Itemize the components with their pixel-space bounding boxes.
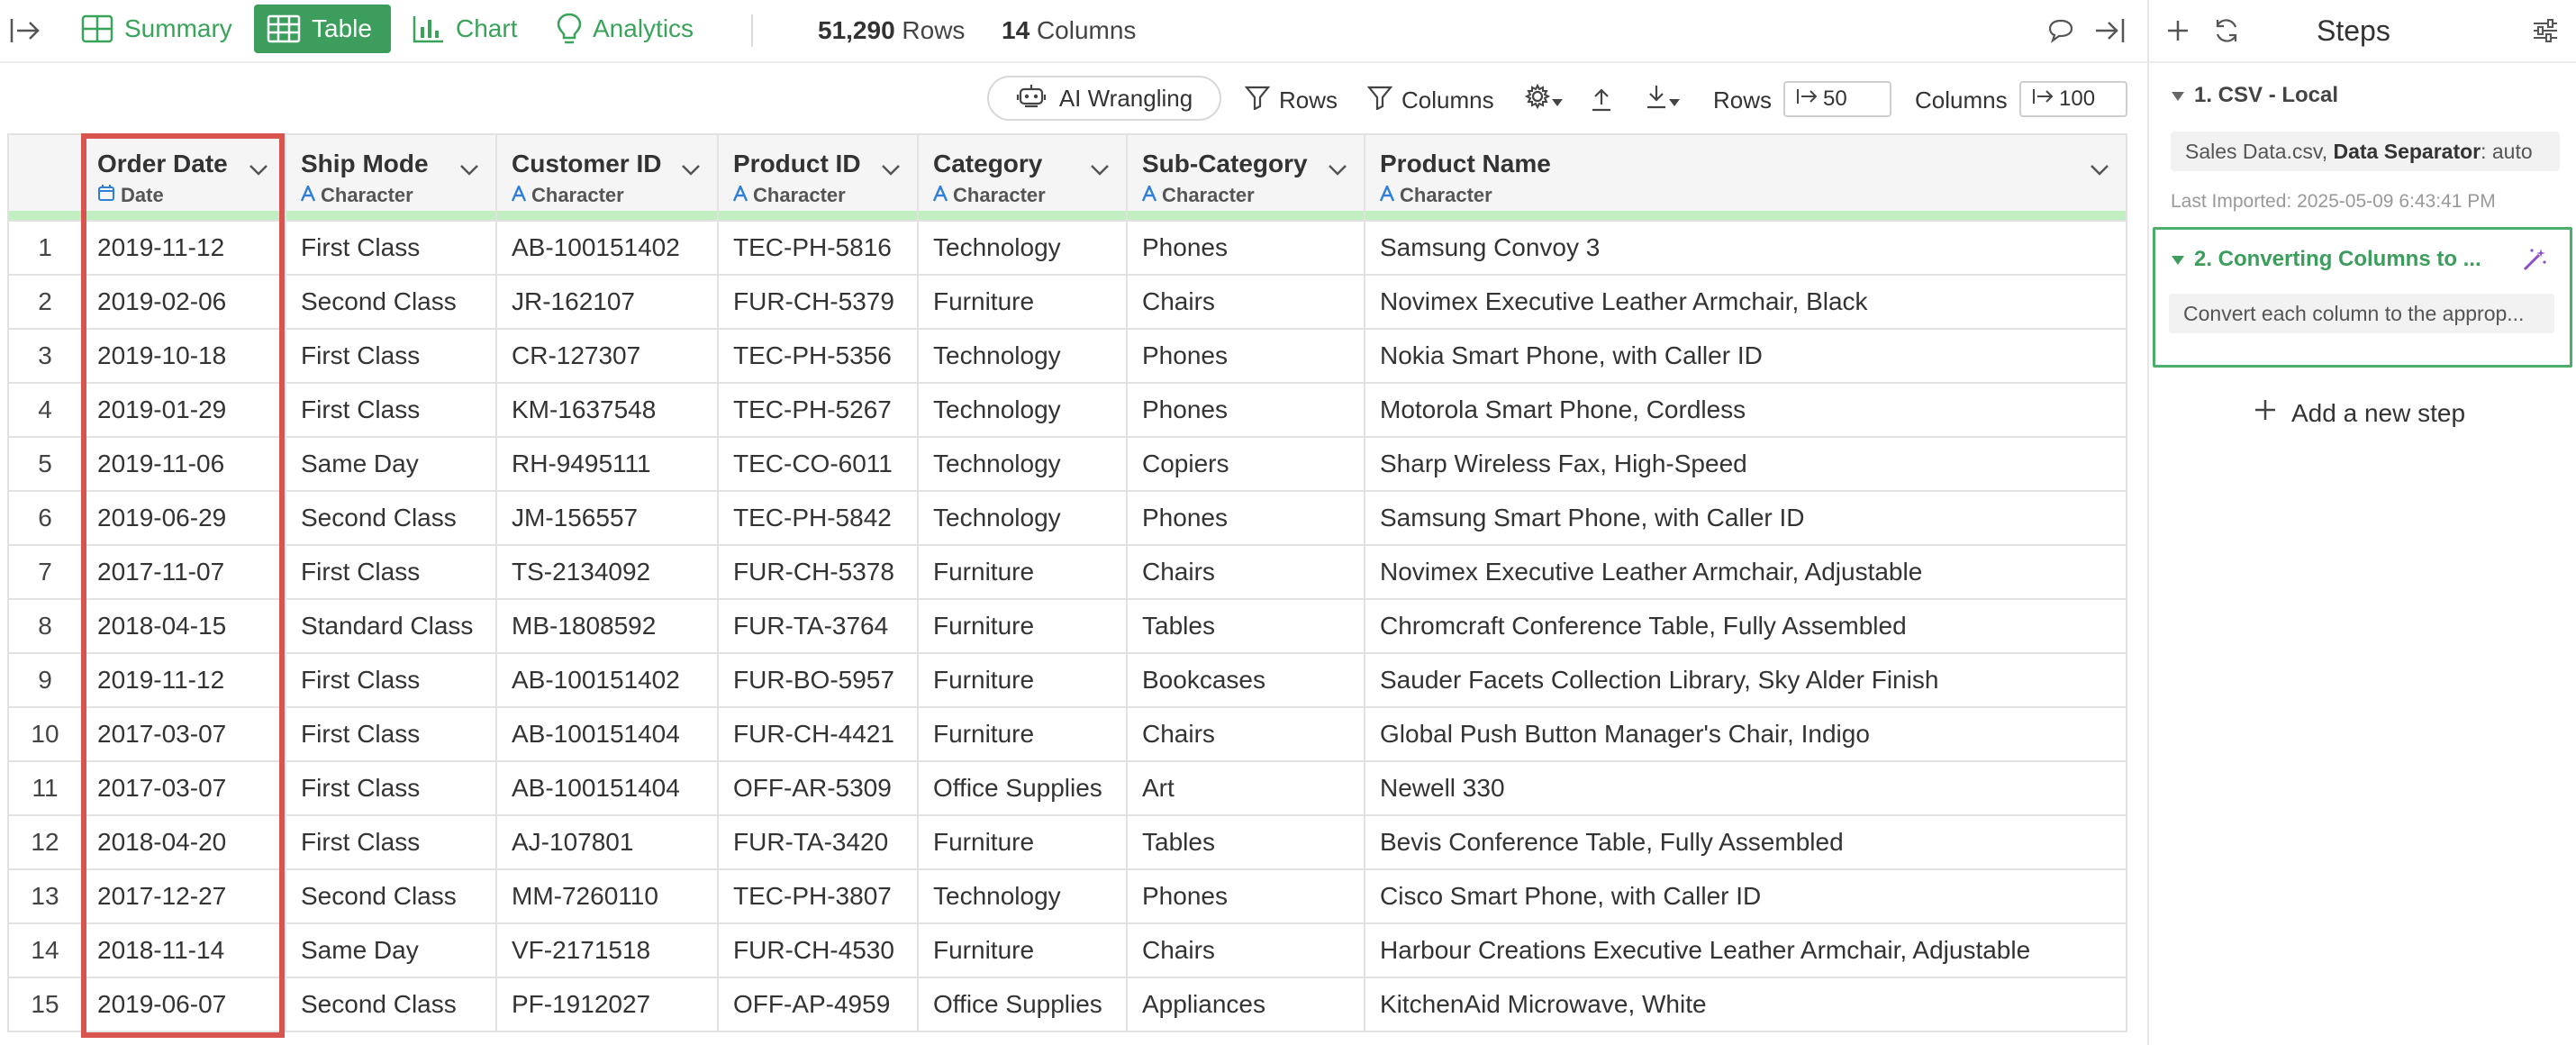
table-cell[interactable]: Motorola Smart Phone, Cordless	[1365, 383, 2127, 437]
table-cell[interactable]: Technology	[918, 329, 1127, 383]
table-cell[interactable]: TEC-PH-3807	[718, 869, 918, 923]
table-cell[interactable]: FUR-TA-3764	[718, 599, 918, 653]
table-row	[8, 383, 2127, 437]
table-cell[interactable]: OFF-AP-4959	[718, 977, 918, 1031]
table-cell[interactable]: Same Day	[286, 437, 496, 491]
plus-icon	[2254, 398, 2277, 428]
download-icon	[1645, 84, 1668, 115]
row-number: 3	[8, 329, 82, 383]
column-type-label: Character	[1162, 184, 1255, 206]
table-cell[interactable]: Sauder Facets Collection Library, Sky Alder Finish	[1365, 653, 2127, 707]
data-grid	[7, 133, 2126, 1032]
table-cell[interactable]: Furniture	[918, 923, 1127, 977]
step-1-last-imported: Last Imported: 2025-05-09 6:43:41 PM	[2171, 191, 2496, 212]
table-cell[interactable]: Sharp Wireless Fax, High-Speed	[1365, 437, 2127, 491]
table-cell[interactable]: AB-100151402	[496, 653, 718, 707]
ai-wrangling-button[interactable]	[987, 76, 1221, 121]
table-cell[interactable]: AJ-107801	[496, 815, 718, 869]
column-header-product-name[interactable]	[1365, 134, 2127, 221]
table-cell[interactable]: AB-100151404	[496, 761, 718, 815]
table-header-row	[8, 134, 2127, 221]
robot-icon	[1016, 82, 1047, 115]
table-cell[interactable]: AB-100151404	[496, 707, 718, 761]
row-number: 9	[8, 653, 82, 707]
column-name: Ship Mode	[301, 150, 429, 177]
table-cell[interactable]: First Class	[286, 329, 496, 383]
table-cell[interactable]: FUR-CH-5378	[718, 545, 918, 599]
character-icon	[733, 184, 748, 207]
table-cell[interactable]: 2018-04-20	[82, 815, 286, 869]
table-cell[interactable]: Phones	[1127, 869, 1365, 923]
table-row	[8, 923, 2127, 977]
tab-chart-label: Chart	[456, 14, 518, 42]
column-type-label: Character	[953, 184, 1046, 206]
column-type	[512, 184, 703, 207]
table-cell[interactable]: Cisco Smart Phone, with Caller ID	[1365, 869, 2127, 923]
table-cell[interactable]: 2017-12-27	[82, 869, 286, 923]
caret-down-icon	[2171, 83, 2185, 108]
magic-wand-icon[interactable]	[2517, 241, 2553, 277]
table-cell[interactable]: First Class	[286, 761, 496, 815]
table-cell[interactable]: Newell 330	[1365, 761, 2127, 815]
table-cell[interactable]: OFF-AR-5309	[718, 761, 918, 815]
row-count-value: 51,290	[818, 16, 895, 44]
row-number: 6	[8, 491, 82, 545]
filter-icon	[1367, 85, 1392, 116]
character-icon	[1142, 184, 1156, 207]
table-cell[interactable]: Chairs	[1127, 275, 1365, 329]
step-1-detail-key: Data Separator	[2333, 139, 2481, 163]
table-cell[interactable]: Office Supplies	[918, 761, 1127, 815]
table-cell[interactable]: TEC-PH-5816	[718, 221, 918, 275]
sliders-icon[interactable]	[2527, 13, 2563, 49]
row-number: 7	[8, 545, 82, 599]
table-cell[interactable]: Chairs	[1127, 545, 1365, 599]
tab-table-label: Table	[312, 14, 372, 42]
header-quality-bar	[1128, 211, 1364, 220]
table-cell[interactable]: FUR-TA-3420	[718, 815, 918, 869]
table-toolbar	[0, 65, 2147, 133]
gear-icon	[1524, 83, 1551, 116]
table-cell[interactable]: FUR-CH-4530	[718, 923, 918, 977]
table-cell[interactable]: Chairs	[1127, 707, 1365, 761]
table-cell[interactable]: AB-100151402	[496, 221, 718, 275]
column-count	[1002, 16, 1136, 45]
table-cell[interactable]: Harbour Creations Executive Leather Armchair, Adjustable	[1365, 923, 2127, 977]
step-2-header[interactable]	[2171, 247, 2549, 272]
table-cell[interactable]: Second Class	[286, 275, 496, 329]
table-cell[interactable]: Appliances	[1127, 977, 1365, 1031]
table-cell[interactable]: JR-162107	[496, 275, 718, 329]
row-number: 1	[8, 221, 82, 275]
table-cell[interactable]: Novimex Executive Leather Armchair, Adjustable	[1365, 545, 2127, 599]
column-type	[733, 184, 903, 207]
table-cell[interactable]: Phones	[1127, 491, 1365, 545]
caret-down-icon	[1551, 86, 1564, 114]
header-quality-bar	[719, 211, 917, 220]
caret-down-icon	[1668, 86, 1681, 114]
table-cell[interactable]: Office Supplies	[918, 977, 1127, 1031]
column-type-label: Character	[531, 184, 624, 206]
table-cell[interactable]: Furniture	[918, 707, 1127, 761]
row-number: 4	[8, 383, 82, 437]
table-cell[interactable]: Art	[1127, 761, 1365, 815]
table-cell[interactable]: Technology	[918, 437, 1127, 491]
table-row	[8, 437, 2127, 491]
column-name: Category	[933, 150, 1043, 177]
table-cell[interactable]: Second Class	[286, 869, 496, 923]
table-cell[interactable]: TEC-PH-5356	[718, 329, 918, 383]
column-type-label: Character	[321, 184, 413, 206]
table-cell[interactable]: Chairs	[1127, 923, 1365, 977]
header-quality-bar	[83, 211, 285, 220]
character-icon	[1380, 184, 1394, 207]
table-cell[interactable]: Furniture	[918, 545, 1127, 599]
arrow-right-bar-icon	[2032, 86, 2054, 112]
row-number: 2	[8, 275, 82, 329]
column-header-ship-mode[interactable]	[286, 134, 496, 221]
table-cell[interactable]: TS-2134092	[496, 545, 718, 599]
table-row	[8, 599, 2127, 653]
chevron-down-icon[interactable]	[681, 155, 701, 183]
columns-limit-input[interactable]	[2019, 81, 2127, 117]
ai-wrangling-label: AI Wrangling	[1058, 84, 1193, 112]
top-bar	[0, 0, 2147, 63]
table-row	[8, 977, 2127, 1031]
header-quality-bar	[497, 211, 717, 220]
add-icon[interactable]	[2160, 13, 2196, 49]
column-type	[1380, 184, 2111, 207]
table-row	[8, 653, 2127, 707]
column-name: Customer ID	[512, 150, 662, 177]
table-cell[interactable]: 2017-03-07	[82, 707, 286, 761]
chevron-down-icon[interactable]	[1328, 155, 1347, 183]
character-icon	[301, 184, 315, 207]
table-cell[interactable]: Second Class	[286, 491, 496, 545]
step-2-detail[interactable]: Convert each column to the approp...	[2169, 294, 2554, 333]
row-number: 5	[8, 437, 82, 491]
add-step-label: Add a new step	[2291, 398, 2466, 427]
settings-dropdown[interactable]	[1519, 83, 1569, 115]
calendar-icon	[97, 184, 115, 207]
table-cell[interactable]: Chromcraft Conference Table, Fully Assembled	[1365, 599, 2127, 653]
table-cell[interactable]: CR-127307	[496, 329, 718, 383]
table-cell[interactable]: VF-2171518	[496, 923, 718, 977]
table-cell[interactable]: Standard Class	[286, 599, 496, 653]
table-row	[8, 707, 2127, 761]
table-cell[interactable]: First Class	[286, 545, 496, 599]
columns-filter-label: Columns	[1401, 86, 1494, 114]
chevron-down-icon[interactable]	[881, 155, 901, 183]
table-cell[interactable]: TEC-PH-5842	[718, 491, 918, 545]
step-1-detail[interactable]	[2171, 132, 2560, 171]
table-cell[interactable]: RH-9495111	[496, 437, 718, 491]
table-cell[interactable]: Technology	[918, 221, 1127, 275]
tab-chart[interactable]	[400, 5, 530, 53]
table-cell[interactable]: 2019-11-12	[82, 221, 286, 275]
column-header-category[interactable]	[918, 134, 1127, 221]
tab-summary[interactable]	[68, 5, 245, 53]
table-cell[interactable]: First Class	[286, 653, 496, 707]
table-cell[interactable]: Furniture	[918, 653, 1127, 707]
columns-limit-value: 100	[2059, 86, 2096, 111]
lightbulb-icon	[557, 13, 582, 45]
rows-filter-label: Rows	[1279, 86, 1338, 114]
rows-limit-label: Rows	[1713, 86, 1773, 114]
table-cell[interactable]: Furniture	[918, 275, 1127, 329]
table-cell[interactable]: Phones	[1127, 221, 1365, 275]
table-cell[interactable]: 2019-06-07	[82, 977, 286, 1031]
table-cell[interactable]: 2018-04-15	[82, 599, 286, 653]
table-cell[interactable]: Bookcases	[1127, 653, 1365, 707]
table-cell[interactable]: 2017-03-07	[82, 761, 286, 815]
column-name: Order Date	[97, 150, 228, 177]
table-body	[8, 221, 2127, 1031]
table-cell[interactable]: First Class	[286, 707, 496, 761]
summary-icon	[81, 14, 113, 43]
table-cell[interactable]: 2019-01-29	[82, 383, 286, 437]
table-row	[8, 275, 2127, 329]
column-type-label: Date	[121, 184, 164, 206]
table-cell[interactable]: TEC-PH-5267	[718, 383, 918, 437]
columns-limit-label: Columns	[1915, 86, 2008, 114]
row-number-header	[8, 134, 82, 221]
tab-table[interactable]	[254, 5, 391, 53]
tab-summary-label: Summary	[124, 14, 232, 42]
character-icon	[933, 184, 948, 207]
table-row	[8, 815, 2127, 869]
column-type	[97, 184, 270, 207]
column-header-order-date[interactable]	[82, 134, 286, 221]
chevron-down-icon[interactable]	[459, 155, 479, 183]
refresh-icon[interactable]	[2209, 13, 2245, 49]
add-step-button[interactable]	[2254, 398, 2465, 428]
column-count-value: 14	[1002, 16, 1030, 44]
table-cell[interactable]: Tables	[1127, 599, 1365, 653]
rows-filter-button[interactable]	[1245, 85, 1338, 116]
row-number: 11	[8, 761, 82, 815]
header-quality-bar	[286, 211, 495, 220]
column-header-product-id[interactable]	[718, 134, 918, 221]
row-number: 14	[8, 923, 82, 977]
column-type-label: Character	[1400, 184, 1492, 206]
step-1-file: Sales Data.csv,	[2185, 139, 2328, 163]
table-cell[interactable]: Technology	[918, 491, 1127, 545]
table-cell[interactable]: 2019-02-06	[82, 275, 286, 329]
table-row	[8, 329, 2127, 383]
table-cell[interactable]: Copiers	[1127, 437, 1365, 491]
tab-analytics-label: Analytics	[593, 14, 694, 42]
arrow-right-bar-icon	[1796, 86, 1818, 112]
caret-down-icon	[2171, 247, 2185, 272]
row-count	[818, 16, 965, 45]
table-cell[interactable]: 2019-11-06	[82, 437, 286, 491]
table-icon	[267, 14, 301, 43]
table-cell[interactable]: Second Class	[286, 977, 496, 1031]
table-cell[interactable]: MM-7260110	[496, 869, 718, 923]
table-cell[interactable]: Nokia Smart Phone, with Caller ID	[1365, 329, 2127, 383]
table-cell[interactable]: Technology	[918, 383, 1127, 437]
header-quality-bar	[1365, 211, 2126, 220]
header-quality-bar	[919, 211, 1126, 220]
column-name: Product ID	[733, 150, 861, 177]
steps-panel-header	[2149, 0, 2576, 63]
rows-limit-input[interactable]	[1783, 81, 1891, 117]
column-header-sub-category[interactable]	[1127, 134, 1365, 221]
chevron-down-icon[interactable]	[2090, 155, 2109, 183]
table-cell[interactable]: Furniture	[918, 599, 1127, 653]
table-cell[interactable]: JM-156557	[496, 491, 718, 545]
step-1-detail-value: : auto	[2481, 139, 2533, 163]
table-cell[interactable]: First Class	[286, 383, 496, 437]
table-cell[interactable]: Global Push Button Manager's Chair, Indigo	[1365, 707, 2127, 761]
column-name: Sub-Category	[1142, 150, 1308, 177]
collapse-right-icon[interactable]	[2091, 13, 2127, 49]
upload-icon[interactable]	[1585, 83, 1618, 115]
header-quality-bar	[9, 211, 81, 220]
column-name: Product Name	[1380, 150, 1551, 177]
table-cell[interactable]: FUR-CH-4421	[718, 707, 918, 761]
row-number: 8	[8, 599, 82, 653]
column-type	[301, 184, 481, 207]
download-dropdown[interactable]	[1637, 83, 1688, 115]
table-cell[interactable]: TEC-CO-6011	[718, 437, 918, 491]
data-table	[7, 133, 2127, 1032]
rows-limit-value: 50	[1823, 86, 1847, 111]
step-2-title: 2. Converting Columns to ...	[2194, 247, 2481, 271]
column-type	[933, 184, 1111, 207]
table-row	[8, 761, 2127, 815]
table-cell[interactable]: KM-1637548	[496, 383, 718, 437]
table-cell[interactable]: 2019-06-29	[82, 491, 286, 545]
step-1-header[interactable]	[2171, 83, 2338, 108]
table-cell[interactable]: 2017-11-07	[82, 545, 286, 599]
column-type	[1142, 184, 1349, 207]
row-number: 13	[8, 869, 82, 923]
table-cell[interactable]: FUR-BO-5957	[718, 653, 918, 707]
table-cell[interactable]: First Class	[286, 221, 496, 275]
table-cell[interactable]: Novimex Executive Leather Armchair, Black	[1365, 275, 2127, 329]
table-cell[interactable]: MB-1808592	[496, 599, 718, 653]
table-cell[interactable]: Furniture	[918, 815, 1127, 869]
filter-icon	[1245, 85, 1270, 116]
column-type-label: Character	[753, 184, 846, 206]
table-cell[interactable]: Bevis Conference Table, Fully Assembled	[1365, 815, 2127, 869]
table-cell[interactable]: 2019-10-18	[82, 329, 286, 383]
step-1-title: 1. CSV - Local	[2194, 83, 2339, 107]
chevron-down-icon[interactable]	[1090, 155, 1110, 183]
chevron-down-icon[interactable]	[249, 155, 268, 183]
table-cell[interactable]: FUR-CH-5379	[718, 275, 918, 329]
tab-analytics[interactable]	[544, 5, 706, 53]
row-number: 12	[8, 815, 82, 869]
table-cell[interactable]: Same Day	[286, 923, 496, 977]
steps-panel-title: Steps	[2317, 14, 2390, 47]
table-row	[8, 491, 2127, 545]
table-cell[interactable]: 2019-11-12	[82, 653, 286, 707]
table-cell[interactable]: Tables	[1127, 815, 1365, 869]
table-row	[8, 545, 2127, 599]
comment-icon[interactable]	[2043, 13, 2079, 49]
toolbar-divider	[751, 14, 753, 47]
table-cell[interactable]: Phones	[1127, 383, 1365, 437]
table-cell[interactable]: Samsung Smart Phone, with Caller ID	[1365, 491, 2127, 545]
column-header-customer-id[interactable]	[496, 134, 718, 221]
table-cell[interactable]: Technology	[918, 869, 1127, 923]
table-cell[interactable]: 2018-11-14	[82, 923, 286, 977]
collapse-left-icon[interactable]	[7, 13, 43, 49]
table-cell[interactable]: Samsung Convoy 3	[1365, 221, 2127, 275]
table-row	[8, 221, 2127, 275]
row-count-label: Rows	[902, 16, 966, 44]
table-row	[8, 869, 2127, 923]
columns-filter-button[interactable]	[1367, 85, 1494, 116]
column-count-label: Columns	[1036, 16, 1137, 44]
steps-panel	[2147, 0, 2576, 1045]
chart-icon	[413, 14, 445, 43]
table-cell[interactable]: Phones	[1127, 329, 1365, 383]
table-cell[interactable]: KitchenAid Microwave, White	[1365, 977, 2127, 1031]
character-icon	[512, 184, 526, 207]
table-cell[interactable]: First Class	[286, 815, 496, 869]
row-number: 15	[8, 977, 82, 1031]
row-number: 10	[8, 707, 82, 761]
table-cell[interactable]: PF-1912027	[496, 977, 718, 1031]
